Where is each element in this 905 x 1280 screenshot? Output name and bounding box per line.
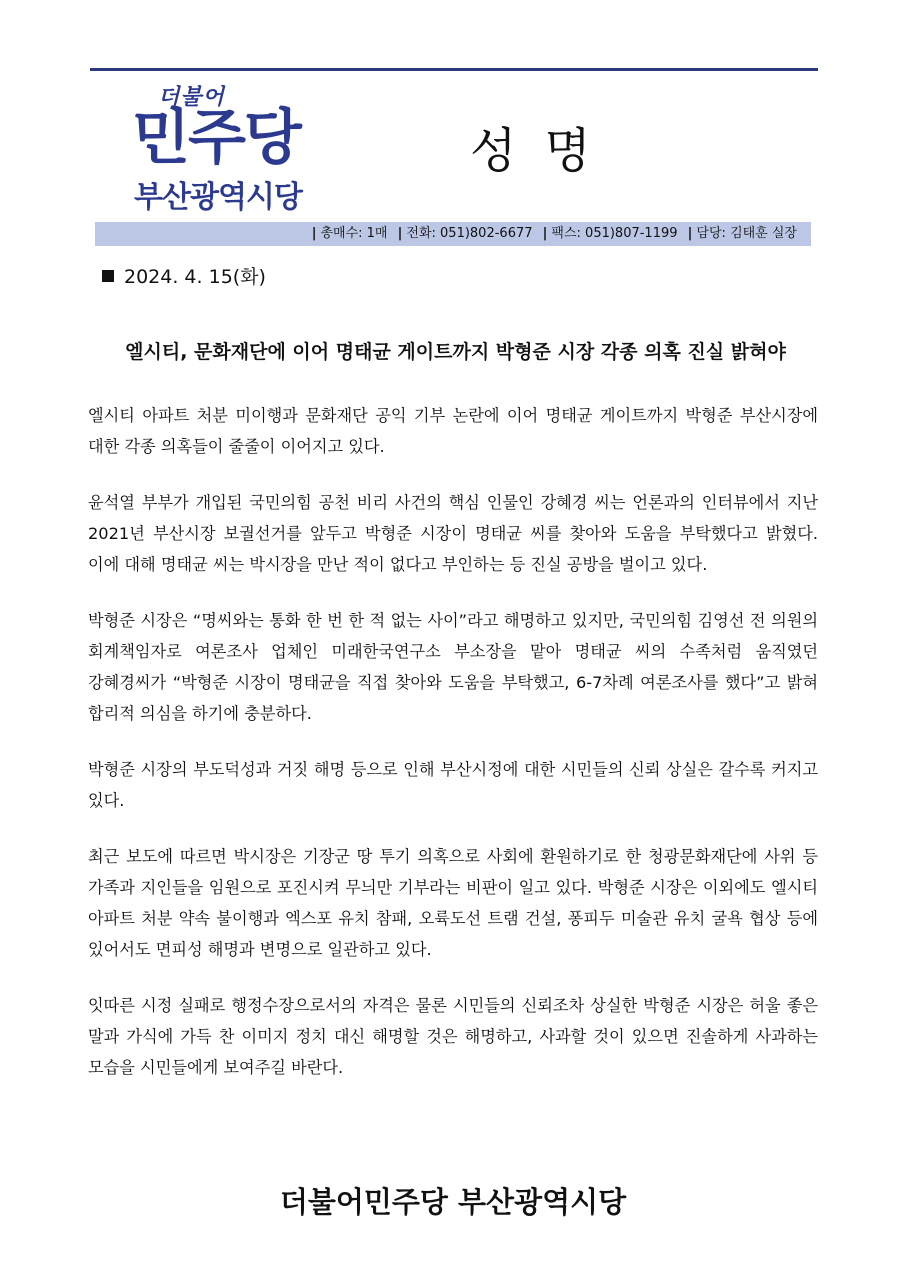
party-logo (132, 80, 352, 215)
paragraph: 엘시티 아파트 처분 미이행과 문화재단 공익 기부 논란에 이어 명태균 게이트까지 박형준 부산시장에 대한 각종 의혹들이 줄줄이 이어지고 있다. (88, 406, 818, 456)
paragraph: 잇따른 시정 실패로 행정수장으로서의 자격은 물론 시민들의 신뢰조차 상실한 박형준 시장은 허울 좋은 말과 가식에 가득 찬 이미지 정치 대신 해명할 것은 해명하고, 사과할 것이 있으면 진솔하게 사과하는 모습을 시민들에게 보여주길 바란다. (88, 996, 818, 1077)
document-title: 성명 (470, 123, 619, 179)
info-item-phone: | 전화: 051)802-6677 (397, 226, 533, 241)
statement-body (88, 400, 818, 1108)
info-item-pages: | 총매수: 1매 (311, 226, 388, 241)
info-value: 051)807-1199 (585, 226, 678, 241)
info-bar-items (306, 222, 797, 246)
release-date (102, 262, 266, 289)
headline: 엘시티, 문화재단에 이어 명태균 게이트까지 박형준 시장 각종 의혹 진실 밝혀야 (125, 341, 786, 363)
paragraph: 윤석열 부부가 개입된 국민의힘 공천 비리 사건의 핵심 인물인 강혜경 씨는 언론과의 인터뷰에서 지난 2021년 부산시장 보궐선거를 앞두고 박형준 시장이 명태균 씨를 찾아와 도움을 부탁했다고 밝혔다. 이에 대해 명태균 씨는 박시장을 만난 적이 없다고 부인하는 등 진실 공방을 벌이고 있다. (88, 493, 818, 574)
paragraph: 최근 보도에 따르면 박시장은 기장군 땅 투기 의혹으로 사회에 환원하기로 한 청광문화재단에 사위 등 가족과 지인들을 임원으로 포진시켜 무늬만 기부라는 비판이 일고 있다. 박형준 시장은 이외에도 엘시티 아파트 처분 약속 불이행과 엑스포 유치 참패, 오륙도선 트램 건설, 퐁피두 미술관 유치 굴욕 협상 등에 있어서도 면피성 해명과 변명으로 일관하고 있다. (88, 847, 818, 959)
info-item-fax: | 팩스: 051)807-1199 (542, 226, 678, 241)
info-bar (95, 222, 811, 246)
info-label: 팩스: (551, 226, 581, 241)
date-text: 2024. 4. 15(화) (124, 266, 266, 288)
info-value: 1매 (366, 226, 388, 241)
info-label: 담당: (696, 226, 726, 241)
info-item-contact: | 담당: 김태훈 실장 (687, 226, 797, 241)
square-bullet-icon (102, 270, 114, 282)
issuer-signature: 더불어민주당 부산광역시당 (279, 1185, 627, 1219)
info-value: 김태훈 실장 (730, 226, 797, 241)
logo-small-text: 더불어 (158, 85, 225, 110)
info-value: 051)802-6677 (440, 226, 533, 241)
logo-main-text: 민주당 (132, 103, 300, 173)
paragraph: 박형준 시장은 “명씨와는 통화 한 번 한 적 없는 사이”라고 해명하고 있지만, 국민의힘 김영선 전 의원의 회계책임자로 여론조사 업체인 미래한국연구소 부소장을 맡아 명태균 씨의 수족처럼 움직였던 강혜경씨가 “박형준 시장이 명태균을 직접 찾아와 도움을 부탁했고, 6-7차례 여론조사를 했다”고 밝혀 합리적 의심을 하기에 충분하다. (88, 611, 818, 723)
header-rule (90, 68, 818, 71)
logo-sub-text: 부산광역시당 (134, 180, 302, 215)
info-label: 전화: (406, 226, 436, 241)
paragraph: 박형준 시장의 부도덕성과 거짓 해명 등으로 인해 부산시정에 대한 시민들의 신뢰 상실은 갈수록 커지고 있다. (88, 760, 818, 810)
info-label: 총매수: (320, 226, 363, 241)
